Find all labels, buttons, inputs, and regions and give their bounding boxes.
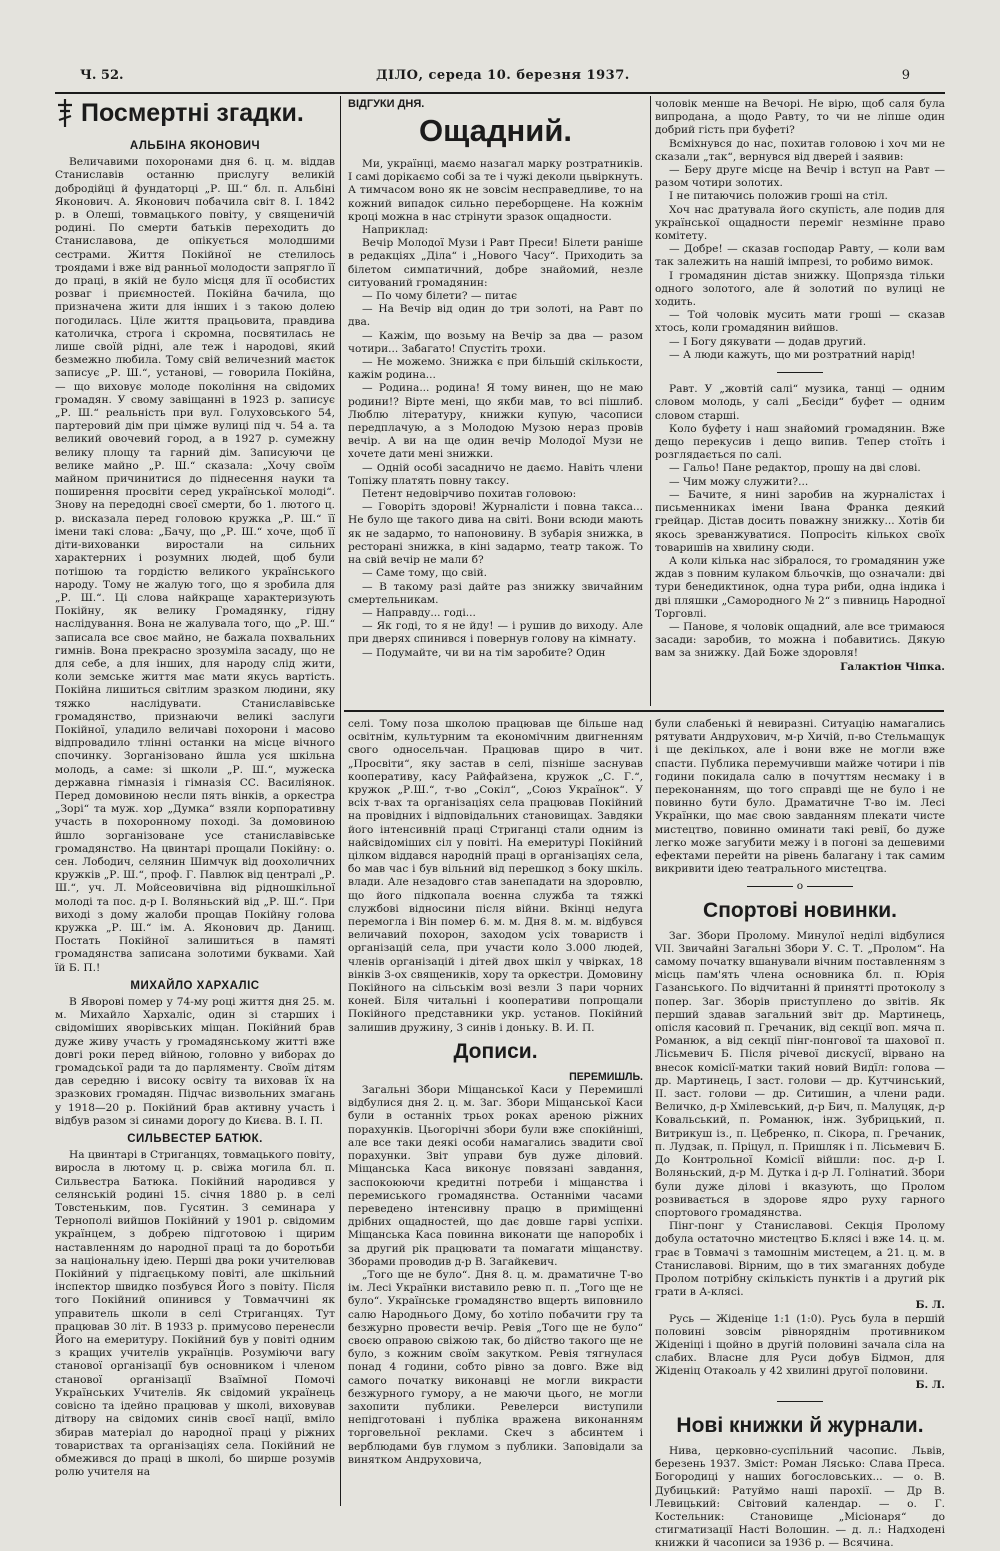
review-continuation: були слабенькі й невиразні. Ситуацію намагались рятувати Андрухович, м-р Хичій, п-во Стельмащук і ще декількох, але і вони вже не могли вже спасти. Публика перемучивши майже чотири і пів години покидала салю в почуттям несмаку і в переконанням, що того справді ще не було і не повинно бути було. Драматичне Т-во ім. Лесі Українки, що має свою завданням плекати чисте мистецтво, повинно оминати такі ревії, бо дуже легко може загубити межу і в погоні за дешевими ефектами перейти на рівень балагану і так самим викривити ідею театрального мистецтва.	[655, 718, 945, 876]
obituary-name: СИЛЬВЕСТЕР БАТЮК.	[127, 1133, 263, 1146]
feuilleton-paragraph: Хоч нас дратувала його скупість, але подив для української ощадности переміг незмінне право комітету.	[655, 203, 945, 243]
feuilleton-paragraph: — Подумайте, чи ви на тім заробите? Один	[362, 646, 606, 659]
sports-signature: Б. Л.	[915, 1378, 945, 1391]
middle-lower-column	[348, 718, 643, 1506]
right-lower-column	[655, 718, 945, 1550]
feuilleton-paragraph: — Як годі, то я не йду! — і рушив до виходу. Але при дверях спинився і повернув голову на кімнату.	[348, 620, 643, 646]
obituary-text: Величавими похоронами дня 6. ц. м. віддав Станиславів останню прислугу великій добродійці й фундаторці „Р. Ш.“ бл. п. Альбіні Яконович. А. Яконович побачила світ 8. І. 1842 р. в Олеші, товмацького повіту, у священичій родині. По смерти батьків переходить до Станиславова, де опікується молодшими сестрами. Життя Покійної не стелилось троядами і вже від ранньої молодости запрягло її до праці, в якій не було місця для її особистих розваг і приємностей. Покійна бачила, що призначена жити для інших і з такою долею погодилась. Ціле життя працьовита, правдива католичка, строга і скромна, посвятилась не лише своїй рідні, але теж і народові, який безмежно любила. Тому свій величезний маєток записує „Р. Ш.“, установі, — говорила Покійна, — що виховує молоде покоління на свідомих громадян. У свому завіщанні в 1923 р. записує „Р. Ш.“ реальність при вул. Голуховського 54, партеровий дім при цімже вулиці під ч. 54 а. та великий овочевий город, а в 1927 р. сумежну велику площу та гарний дім. Записуючи це велике майно „Р. Ш.“ сказала: „Хочу своїм майном причинитися до піднесення науки та поширення просвіти серед української молоді“. Знову на передодні своєї смерти, бо 1. лютого ц. р. висказала перед головою кружка „Р. Ш.“ її імени такі слова: „Бачу, що „Р. Ш.“ хоче, щоб її діти-вихованки виростали на сильних характерних і розумних людей, щоб були потішою та гордістю великого українського народу. Тому не жалую того, що я зробила для „Р. Ш.“. Ці слова найкраще характеризують Покійну, як велику Громадянку, гідну наслідування. Вона не жалувала того, що „Р. Ш.“ записала все своє майно, не бажала похвальних гимнів. Вона прекрасно зрозуміла засаду, що не для себе, а для інших, для народу слід жити, коли земське життя має мати якусь вартість. Покійна лишиться світлим зразком людини, яку тяжко наслідувати. Станиславівське громадянство, признаючи великі заслуги Покійної, уладило величаві похорони і масово відпровадило тлінні останки на місце вічного спочинку. Зорганізовано йшла уся шкільна молодь, а саме: зі школи „Р. Ш.“, мужеска державна гімназія і гімназія СС. Василіянок. Перед домовиною несли пять вінків, а оркестра „Зорі“ та муж. хор „Думка“ взяли корпоративну участь в похоронному поході. За домовиною йшло зорганізоване усе станиславівське громадянство. На цвинтарі прощали Покійну: о. сен. Лободич, селянин Шимчук від доохоличних кружків „Р. Ш.“, проф. Г. Павлюк від централі „Р. Ш.“, уч. Л. Мойсеовичівна від рідношкільної молоді та пос. д-р І. Воляньский від „Р. Ш.“. При виході з дому жалоби прощав Покійну голова кружка „Р. Ш.“ ім. А. Яконович др. Данищ. Постать Покійної залишиться в памяті громадянства записана золотими буквами. Хай їй Б. П.!	[55, 156, 335, 974]
feuilleton-column-2	[655, 98, 945, 706]
feuilleton-paragraph: Всміхнувся до нас, похитав головою і хоч ми не сказали „так“, вернувся від дверей і заявив:	[655, 137, 945, 163]
sports-item: Заг. Збори Пролому. Минулої неділі відбулися VII. Звичайні Загальні Збори У. С. Т. „Пролом“. На самому початку вшанували вічним поставленням з місць пам'ять члена основника бл. п. Юрія Газанського. По відчитанні й принятті протоколу з попер. Заг. Зборів приступлено до звітів. Як перший здавав загальний звіт др. Мартинець, опісля касовий п. Гречаник, від секції воп. мяча п. Романюк, а від секції пінг-понгової та шахової п. Лісьмевич Б. Після річевої дискусії, вірвано на внесок комісії-матки такий новий Видїл: голова — др. Мартинець, І заст. голови — др. Кутчинський, ІІ. заст. голови — др. Ситишин, а члени ради. Величко, д-р Хмілевський, д-р Бич, п. Малуцяк, д-р Ковальський, п. Романюк, інж. Зубрицький, п. Витрикуш із., п. Цебренко, п. Сікора, п. Гречаник, п. Лудзак, п. Пріцул, п. Пришляк і п. Лісьмевич Б. До Контрольної Комісії війшли: пос. д-р І. Воляньский, д-р М. Дутка і д-р Л. Голінатий. Збори були дуже ділові і вказують, що Пролом розвивається в здорове ядро руху гарного спортового громадянства.	[655, 929, 945, 1219]
header-rule	[55, 92, 945, 94]
page-number: 9	[901, 68, 910, 83]
feuilleton-bottom-rule	[344, 710, 944, 712]
correspondence-paragraph: Загальні Збори Міщанської Каси у Перемишлі відбулися дня 2. ц. м. Заг. Збори Міщанської Каси були в останніх трьох роках ареною ріжних порахунків. Цьогорічні збори були вже спокійніші, але все таки деякі особи намагались звадити свої порахунки. Звіт управи був дуже діловий. Міщанська Каса виконує повязані завдання, заспокоюючи кредитні потреби і міщанства і перемиського громадянства. Останніми часами переведено інтенсивну працю в приміщенні дрібних ощадностей, що дає довше гарві успіхи. Міщанська Каса повинна виконати ще напоробіх і за другий рік працювати та помагати міщанству. Зборами проводив д-р В. Загайкевич.	[348, 1084, 643, 1268]
feuilleton-paragraph: — Родина... родина! Я тому винен, що не маю родини!? Вірте мені, що якби мав, то всі пішлиб. Люблю літературу, книжки купую, часописи передплачую, а з Молодою Музою нераз провів вечір. А ви на ще один вечір Молодої Музи не хочете дати мені знижки.	[348, 382, 643, 461]
sports-item: Пінг-понг у Станиславові. Секція Пролому добула остаточно мистецтво Б.клясі і вже 14. ц. м. грає в Товмачі з тамошнім мистецем, а 21. ц. м. в Станиславові. Вірним, що в тих змаганнях добуде Пролом потрібну скількість пунктів і а другий рік грати в А-клясі.	[655, 1220, 945, 1299]
masthead-date: ДІЛО, середа 10. березня 1937.	[376, 68, 630, 83]
feuilleton-paragraph: — Не можемо. Знижка є при більшій скількости, кажім родина...	[348, 356, 643, 382]
books-paragraph: Нива, церковно-суспільний часопис. Львів, березень 1937. Зміст: Роман Лясько: Слава Преса. Богородиці у наших богословських... — о. В. Дубицький: Ратуймо наші парохії. — Др В. Левицький: Світовий календар. — о. Г. Костельник: Становище „Місіонаря“ до стигматизації Насті Волошин. — д. л.: Надходені книжки й часописи за 1936 р. — Всячина.	[655, 1444, 945, 1550]
feuilleton-paragraph: чоловік менше на Вечорі. Не вірю, щоб саля була випродана, а щодо Равту, то чи не ліпше один добрий гість при буфеті?	[655, 98, 945, 137]
feuilleton-paragraph: — Бачите, я нині заробив на журналістах і письменниках імени Івана Франка деякий грейцар. Дістав досить поважну знижку... Хотів би якось зреванжуватися. Попросіть кількох своїх товаришів на хвилину сюди.	[655, 488, 945, 554]
feuilleton-paragraph: — По чому білети? — питає	[362, 290, 518, 303]
orthodox-cross-icon	[55, 98, 75, 135]
feuilleton-paragraph: І не питаючись положив гроші на стіл.	[669, 190, 888, 203]
feuilleton-headline: Ощадний.	[418, 113, 573, 149]
sports-signature: Б. Л.	[915, 1299, 945, 1312]
feuilleton-paragraph: — На Вечір від один до три золоті, на Равт по два.	[348, 303, 643, 329]
feuilleton-paragraph: І громадянин дістав знижку. Щопрязда тільки одного золотого, але й золотий по вулиці не ходить.	[655, 269, 945, 309]
feuilleton-paragraph: — Добре! — сказав господар Равту, — коли вам так залежить на нашій імпрезі, то робимо вимок.	[655, 243, 945, 269]
obituaries-title: Посмертні згадки.	[55, 98, 335, 135]
feuilleton-signature: Галактіон Чіпка.	[840, 660, 945, 673]
feuilleton-paragraph: — В такому разі дайте раз знижку звичайним смертельникам.	[348, 580, 643, 606]
obituary-name: МИХАЙЛО ХАРХАЛІС	[130, 979, 260, 992]
feuilleton-paragraph: — Кажім, що возьму на Вечір за два — разом чотири... Забагато! Спустіть трохи.	[348, 329, 643, 355]
page-header	[80, 68, 910, 90]
feuilleton-paragraph: — Направду... годі...	[362, 606, 476, 619]
obituary-continuation: селі. Тому поза школою працював ще більше над освітнім, культурним та економічним двигненням свого односельчан. Працював щиро в чит. „Просвіти“, яку застав в селі, пізніше заснував кооперативу, касу Райфайзена, кружок „С. Г.“, кружок „Р.Ш.“, т-во „Сокіл“, „Союз Українок“. У всіх т-вах та організаціях села працював Покійний на провідних і відповідальних становищах. Завдяки його інтенсивній праці Стриганці стали одним із найсвідоміших сіл у повіті. На емеритурі Покійний цілком віддався народній праці в організаціях села, бо мав час і був вільний від перешкод з боку шкіль. влади. Але незадовго став занепадати на здоровлю, що його підкопала воєнна служба та тяжкі службові відносини після війни. Вкінці недуга перемогла і Він помер 6. м. м. Дня 8. м. м. відбувся величавий похорон, заходом усіх товариств і організацій села, при участи коло 3.000 людей, членів організацій і дітей двох шкіл у чвірках, 18 вінків 3-ох священиків, хору та оркестри. Домовину Покійного на сільськім возі везли 3 пари чорних коней. Біля читальні і кооперативи попрощали Покійного представники укр. установ. Покійний залишив дружину, 3 синів і доньку. В. И. П.	[348, 718, 643, 1034]
obituaries-column	[55, 98, 335, 1503]
feuilleton-paragraph: Ми, українці, маємо назагал марку розтратників. І самі дорікаємо собі за те і чужі деколи цьвіркнуть. А тимчасом воно як не зовсім несправедливе, то на кожний випадок сильно переборщене. На кожнім кроці можна в нас стрінути зразок ощадности.	[348, 158, 643, 223]
section-divider: o	[655, 880, 945, 893]
feuilleton-paragraph: Коло буфету і наш знайомий громадянин. Вже дещо перекусив і дещо випив. Тепер стоїть і розглядається по салі.	[655, 422, 945, 462]
feuilleton-paragraph: — Той чоловік мусить мати гроші — сказав хтось, коли громадянин вийшов.	[655, 309, 945, 335]
feuilleton-kicker: ВІДГУКИ ДНЯ.	[348, 98, 425, 110]
correspondence-title: Дописи.	[453, 1039, 538, 1063]
feuilleton-header	[348, 98, 643, 158]
feuilleton-paragraph: — Беру друге місце на Вечір і вступ на Равт — разом чотири золотих.	[655, 164, 945, 190]
correspondence-place: ПЕРЕМИШЛЬ.	[569, 1070, 643, 1083]
feuilleton-paragraph: — І Богу дякувати — додав другий.	[669, 335, 867, 348]
issue-number: Ч. 52.	[80, 68, 124, 83]
feuilleton-paragraph: — А люди кажуть, що ми розтратний нарід!	[669, 348, 916, 361]
feuilleton-paragraph: — Саме тому, що свій.	[362, 567, 488, 580]
feuilleton-paragraph: — Чим можу служити?...	[669, 475, 809, 488]
feuilleton-paragraph: Петент недовірчиво похитав головою:	[362, 488, 577, 501]
books-title: Нові книжки й журнали.	[676, 1413, 924, 1437]
feuilleton-paragraph: — Гальо! Пане редактор, прошу на дві слові.	[669, 462, 921, 475]
column-rule-left	[340, 96, 341, 1506]
feuilleton-paragraph: А коли кілька нас зібралося, то громадянин уже ждав з повним кулаком бльочків, що означали: дві тури бенедиктинок, одна тура риби, одна індика і дві пляшки „Самородного № 2“ з пивниць Народної Торговлі.	[655, 554, 945, 620]
column-rule-mid	[650, 96, 651, 706]
obituary-name: АЛЬБІНА ЯКОНОВИЧ	[129, 140, 261, 152]
feuilleton-paragraph: — Говоріть здорові! Журналісти і повна такса... Не було ще такого дива на світі. Вони всюди мають як не задармо, то напоновину. В зубарія знижка, в ресторані знижка, в кіні задармо, театр також. То на свій вечір не мали б?	[348, 501, 643, 567]
feuilleton-paragraph: Наприклад:	[362, 224, 429, 237]
obituary-text: На цвинтарі в Стриганцях, товмацького повіту, виросла в лютому ц. р. свіжа могила бл. п. Сильвестра Батюка. Покійний народився у селянській родині 15. січня 1880 р. в селі Товстеньким, пов. Гусятин. З семинара у Тернополі вийшов Покійний у 1901 р. свідомим українцем, з добрею підготовою і щирим наставленням до народної праці та до боротьби за національну ідею. Перші два роки учителював Покійний у підгаєцькому повіті, але шкільний інспектор швидко позбувся Його з повіту. Після того Покійний опинився у Товмаччині як управитель школи в селі Стриганцях. Тут працював 30 літ. В 1933 р. примусово перенесли Його на емеритуру. Покійний був у повіті одним з кращих учителів українців. Розуміючи вагу станової організації був основником і членом станової організації Взаїмної Помочі Українських Учителів. Як свідомий українець совісно та ідейно працював у школі, виховував дітвору на свідомих синів своєї нації, вміло збирав матеріал до народної праці у ріжних товариствах та організаціях села. Покійний не обмежився до праці в школі, бо ширше розумів ролю учителя на	[55, 1149, 335, 1479]
feuilleton-paragraph: Вечір Молодої Музи і Равт Преси! Білети раніше в редакціях „Діла“ і „Нового Часу“. Приходить за білетом симпатичний, добре знайомий, незле ситуований громадянин:	[348, 237, 643, 289]
sports-title: Спортові новинки.	[703, 898, 897, 922]
correspondence-paragraph: „Того ще не було“. Дня 8. ц. м. драматичне Т-во ім. Лесі Українки виставило ревю п. п. „Того ще не було“. Українське громадянство вщерть виповнило салю Народнього Дому, бо хотіло побачити гру та безжурно провести вечір. Ревія „Того ще не було“ своєю оправою свіжою так, бо дійство такого ще не було, з кожним своїм закутком. Ревія тягнулася понад 4 години, собто рівно за довго. Вже від самого початку виконавці не могли викрасти безжурного гумору, а не маючи цього, не могли захопити публики. Ревелерси виступили непідготовані і публіка вражена виконанням торговельної реклами. Скеч з абсинтем і верблюдами був глумом з публики. Заповідали за винятком Андруховича,	[348, 1268, 643, 1466]
sports-item: Русь — Жіденіце 1:1 (1:0). Русь була в першій половині зовсім рівноряднім противником Жіденіці і щойно в другій половині зачала сіла на слабих. Власне для Руси добув Бідмон, для Жіденіц Отакоаль у 42 хвилині другої половини.	[655, 1312, 945, 1378]
column-rule-right	[650, 720, 651, 1506]
section-divider	[655, 366, 945, 379]
feuilleton-column-1	[348, 158, 643, 706]
feuilleton-paragraph: — Одній особі засадничо не даємо. Навіть члени Топіжу платять повну таксу.	[348, 461, 643, 487]
feuilleton-paragraph: — Панове, я чоловік ощадний, але все тримаюся засади: заробив, то можна і побавитись. Дякую вам за знижку. Дай Боже здоровля!	[655, 620, 945, 660]
section-divider	[655, 1396, 945, 1409]
obituary-text: В Яворові помер у 74-му році життя дня 25. м. м. Михайло Хархаліс, один зі старших і свідоміших яворівських міщан. Покійний брав дуже живу участь у громадянському житті вже довгі роки перед війною, головно у виборах до громадської ради та до парляменту. Своїм дітям дав середню і високу освіту та виховав їх на зразкових громадян. Підчас визвольних змагань у 1918—20 р. Покійний брав активну участь і відбув разом зі синами дорогу до Києва. В. І. П.	[55, 996, 335, 1127]
feuilleton-paragraph: Равт. У „жовтій салі“ музика, танці — одним словом молодь, у салі „Бесіди“ буфет — одним словом старші.	[655, 383, 945, 422]
